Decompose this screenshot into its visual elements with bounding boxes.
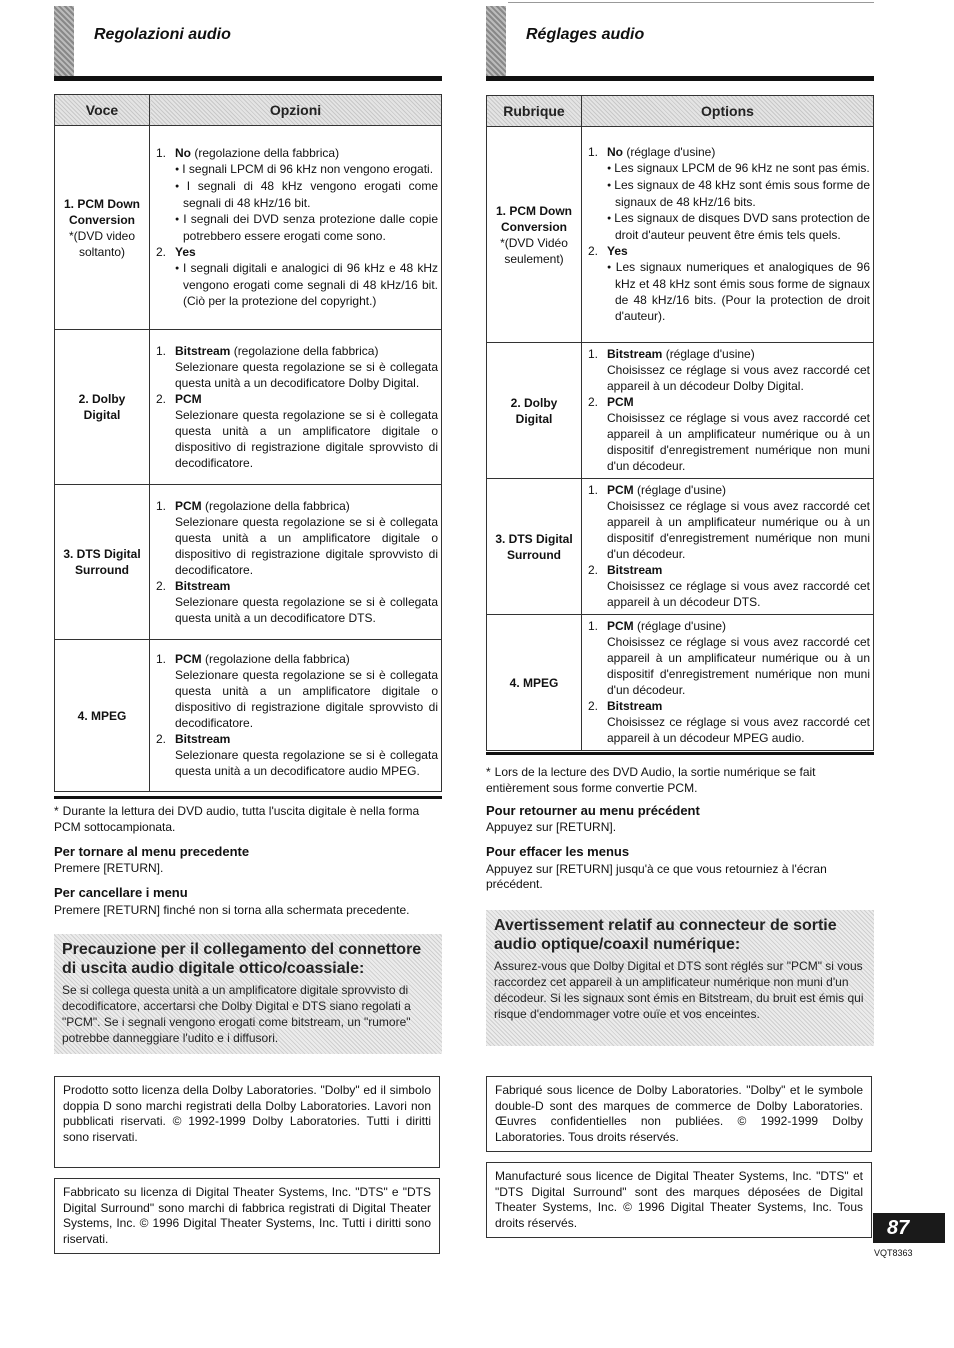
setting-name-line: Conversion [500,219,567,234]
option-number: 2. [588,563,599,577]
column-header-item: Voce [55,95,150,126]
option-text [175,578,230,594]
table-row [487,127,874,343]
option-line [156,651,438,667]
table-row [55,330,442,485]
caution-box [54,934,442,1054]
option-name: PCM [175,391,202,406]
option-bullet: ● Les signaux de 48 kHz sont émis sous forme de signaux de 48 kHz/16 bits. [588,177,870,210]
column-header-item: Rubrique [487,96,582,127]
setting-name [55,126,150,330]
option-bullet: ● I segnali di 48 kHz vengono erogati come segnali di 48 kHz/16 bit. [156,178,438,211]
setting-name-line: 2. Dolby [510,395,558,410]
settings-table [54,94,442,792]
option-name: PCM [175,652,202,666]
table-row [55,485,442,640]
option-line [156,578,438,594]
settings-table [486,95,874,751]
footnote: * Lors de la lecture des DVD Audio, la sortie numérique se fait entièrement sous forme convertie PCM. [486,765,816,795]
table-row [487,479,874,615]
caution-text: Se si collega questa unità a un amplificatore digitale sprovvisto di decodificatore, accertarsi che Dolby Digital e DTS siano regolati a "PCM". Se i segnali vengono erogati come bitstream, un "rumore" potrebbe danneggiare l'udito e i diffusori. [62,983,411,1045]
clear-text: Appuyez sur [RETURN] jusqu'à ce que vous retourniez à l'écran précédent. [486,862,827,891]
option-number: 1. [156,498,167,513]
setting-name-line: Conversion [68,212,135,227]
option-number: 1. [156,146,167,160]
option-number: 2. [156,578,167,593]
option-qualifier: (regolazione della fabbrica) [201,498,350,513]
section-title: Regolazioni audio [94,26,231,43]
option-line [588,618,870,634]
option-number: 2. [588,699,599,713]
option-number: 1. [588,619,599,633]
option-text [607,698,662,714]
option-number: 2. [588,395,599,409]
setting-note: *(DVD Vidéo seulement) [500,235,568,266]
option-line [588,482,870,498]
option-description: Selezionare questa regolazione se si è collegata questa unità a un amplificatore digitale o dispositivo di registrazione digitale sprovvisto di decodificatore. [175,514,438,577]
option-text [607,346,755,362]
option-name: Bitstream [607,563,663,577]
option-number: 1. [156,652,167,666]
setting-name-line: 2. Dolby [78,392,126,406]
setting-options [582,127,874,343]
setting-name-line: Surround [507,547,561,562]
option-name: Bitstream [607,699,663,713]
option-name: PCM [607,395,634,409]
section-title: Réglages audio [526,26,645,43]
table-row [487,343,874,479]
option-name: Bitstream [175,578,231,593]
section-header [486,6,874,81]
table-row [55,640,442,792]
setting-name-line: 3. DTS Digital [63,547,141,561]
setting-name [55,485,150,640]
table-row [55,126,442,330]
option-line [588,698,870,714]
option-bullet: ● I segnali LPCM di 96 kHz non vengono erogati. [156,161,438,178]
option-description: Choisissez ce réglage si vous avez raccordé cet appareil à un décodeur Dolby Digital. [607,363,870,393]
option-description: Selezionare questa regolazione se si è collegata questa unità a un amplificatore digitale o dispositivo di registrazione digitale sprovvisto di decodificatore. [175,407,438,470]
option-name: Bitstream [175,732,231,746]
option-bullet: ● I segnali dei DVD senza protezione dalle copie potrebbero essere erogati come sono. [156,211,438,244]
option-line [156,498,438,514]
column-header-options: Opzioni [150,95,442,126]
setting-name-line: 4. MPEG [509,675,559,690]
setting-name-line: Digital [83,408,121,422]
header-top-rule [508,2,874,3]
model-code: VQT8363 [874,1248,913,1258]
option-text [175,343,378,359]
option-description: Selezionare questa regolazione se si è collegata questa unità a un decodificatore audio MPEG. [175,748,438,778]
option-number: 2. [588,244,599,258]
table-row [487,615,874,751]
option-bullet: ● Les signaux numeriques et analogiques de 96 kHz et 48 kHz sont émis sous forme de signaux de 48 kHz/16 bits. (Pour la protection de droit d'auteur). [588,259,870,324]
setting-options [150,126,442,330]
setting-name [487,479,582,615]
option-text [607,562,662,578]
option-line [588,394,870,410]
option-line [588,243,870,259]
setting-name [487,615,582,751]
caution-text: Assurez-vous que Dolby Digital et DTS sont réglés sur "PCM" si vous raccordez cet appareil à un amplificateur numérique non muni d'un décodeur. Si les signaux sont émis en Bitstream, du bruit est émis qui risque d'endommager votre ouïe et vos enceintes. [494,959,864,1021]
header-band [54,6,74,76]
option-text [607,482,726,498]
option-name: Bitstream [607,347,663,361]
setting-options [150,330,442,485]
option-line [156,244,438,260]
option-description: Choisissez ce réglage si vous avez raccordé cet appareil à un décodeur MPEG audio. [607,715,870,745]
setting-name-line: 4. MPEG [77,708,127,723]
return-heading: Per tornare al menu precedente [54,844,250,859]
dts-notice: Manufacturé sous licence de Digital Theater Systems, Inc. "DTS" et "DTS Digital Surround" sont des marques déposées de Digital Theater Systems, Inc. © 1996 Digital Theater Systems, Inc. Tous droits réservés. [486,1162,872,1238]
option-description: Choisissez ce réglage si vous avez raccordé cet appareil à un amplificateur numérique ou à un dispositif d'enregistrement numérique non muni d'un décodeur. [607,499,870,561]
setting-name-line: 1. PCM Down [63,196,140,211]
clear-text: Premere [RETURN] finché non si torna alla schermata precedente. [54,903,410,917]
option-number: 1. [588,145,599,159]
option-qualifier: (regolazione della fabbrica) [230,343,379,358]
option-line [156,145,438,161]
option-line [588,562,870,578]
section-header [54,6,442,81]
option-description: Choisissez ce réglage si vous avez raccordé cet appareil à un décodeur DTS. [607,579,870,609]
return-heading: Pour retourner au menu précédent [486,803,700,818]
setting-options [582,343,874,479]
option-description: Choisissez ce réglage si vous avez raccordé cet appareil à un amplificateur numérique ou à un dispositif d'enregistrement numérique non muni d'un décodeur. [607,635,870,697]
option-text [607,243,628,259]
return-text: Appuyez sur [RETURN]. [486,820,617,834]
option-qualifier: (réglage d'usine) [633,619,727,633]
option-name: Yes [175,245,196,259]
clear-heading: Per cancellare i menu [54,885,188,900]
return-text: Premere [RETURN]. [54,861,164,875]
dolby-notice: Prodotto sotto licenza della Dolby Laboratories. "Dolby" ed il simbolo doppia D sono marchi registrati della Dolby Laboratories. Lavori non pubblicati riservati. © 1992-1999 Dolby Laboratories. Tutti i diritti sono riservati. [54,1076,440,1168]
option-description: Selezionare questa regolazione se si è collegata questa unità a un decodificatore Dolby Digital. [175,359,438,390]
table-end-rule [486,752,874,755]
setting-name [487,127,582,343]
setting-note: *(DVD video soltanto) [68,228,136,259]
option-name: PCM [607,619,634,633]
caution-heading: Avertissement relatif au connecteur de sortie audio optique/coaxil numérique: [494,917,837,953]
setting-options [150,485,442,640]
option-text [175,498,350,514]
option-bullet: ● Les signaux LPCM de 96 kHz ne sont pas émis. [588,160,870,177]
option-text [175,651,350,667]
option-description: Selezionare questa regolazione se si è collegata questa unità a un amplificatore digitale o dispositivo di registrazione digitale sprovvisto di decodificatore. [175,668,438,730]
option-text [607,618,726,634]
option-name: PCM [607,483,634,497]
option-bullet: ● Les signaux de disques DVD sans protection de droit d'auteur peuvent être émis tels quels. [588,210,870,243]
option-text [607,394,634,410]
option-name: Bitstream [175,343,231,358]
caution-heading: Precauzione per il collegamento del connettore di uscita audio digitale ottico/coassiale: [62,941,422,977]
option-number: 1. [156,343,167,358]
setting-options [150,640,442,792]
option-qualifier: (réglage d'usine) [633,483,727,497]
option-description: Choisissez ce réglage si vous avez raccordé cet appareil à un amplificateur numérique ou à un dispositif d'enregistrement numérique non muni d'un décodeur. [607,411,870,473]
option-text [175,145,339,161]
option-qualifier: (regolazione della fabbrica) [191,146,340,160]
option-number: 1. [588,347,599,361]
setting-options [582,615,874,751]
dts-notice: Fabbricato su licenza di Digital Theater Systems, Inc. "DTS" e "DTS Digital Surround" sono marchi di fabbrica registrati di Digital Theater Systems, Inc. © 1996 Digital Theater Systems, Inc. Tutti i diritti sono riservati. [54,1178,440,1254]
setting-name [55,640,150,792]
option-number: 2. [156,245,167,259]
caution-box [486,910,874,1046]
option-qualifier: (regolazione della fabbrica) [201,652,350,666]
setting-name-line: Surround [75,563,129,577]
option-description: Selezionare questa regolazione se si è collegata questa unità a un decodificatore DTS. [175,594,438,625]
option-number: 1. [588,483,599,497]
option-line [156,731,438,747]
option-qualifier: (réglage d'usine) [623,145,716,159]
option-name: PCM [175,498,202,513]
header-band [486,6,506,76]
option-qualifier: (réglage d'usine) [662,347,755,361]
option-line [588,144,870,160]
option-text [175,391,202,407]
setting-name-line: Digital [515,411,553,426]
option-line [156,391,438,407]
setting-name-line: 1. PCM Down [495,203,572,218]
option-text [175,731,230,747]
option-name: Yes [607,244,628,258]
setting-name-line: 3. DTS Digital [495,531,573,546]
option-text [175,244,196,260]
page-number: 87 [873,1213,945,1243]
setting-name [487,343,582,479]
option-name: No [607,145,623,159]
option-name: No [175,146,191,160]
dolby-notice: Fabriqué sous licence de Dolby Laboratories. "Dolby" et le symbole double-D sont des marques de commerce de Dolby Laboratories. Œuvres confidentielles non publiées. © 1992-1999 Dolby Laboratories. Tous droits réservés. [486,1076,872,1152]
option-line [588,346,870,362]
table-end-rule [54,796,442,799]
option-number: 2. [156,391,167,406]
clear-heading: Pour effacer les menus [486,844,630,859]
option-number: 2. [156,732,167,746]
column-header-options: Options [582,96,874,127]
option-bullet: ● I segnali digitali e analogici di 96 kHz e 48 kHz vengono erogati come segnali di 48 kHz/16 bit. (Ciò per la protezione del copyright.) [156,260,438,309]
option-line [156,343,438,359]
footnote: * Durante la lettura dei DVD audio, tutta l'uscita digitale è nella forma PCM sottocampionata. [54,804,420,834]
setting-name [55,330,150,485]
setting-options [582,479,874,615]
option-text [607,144,715,160]
